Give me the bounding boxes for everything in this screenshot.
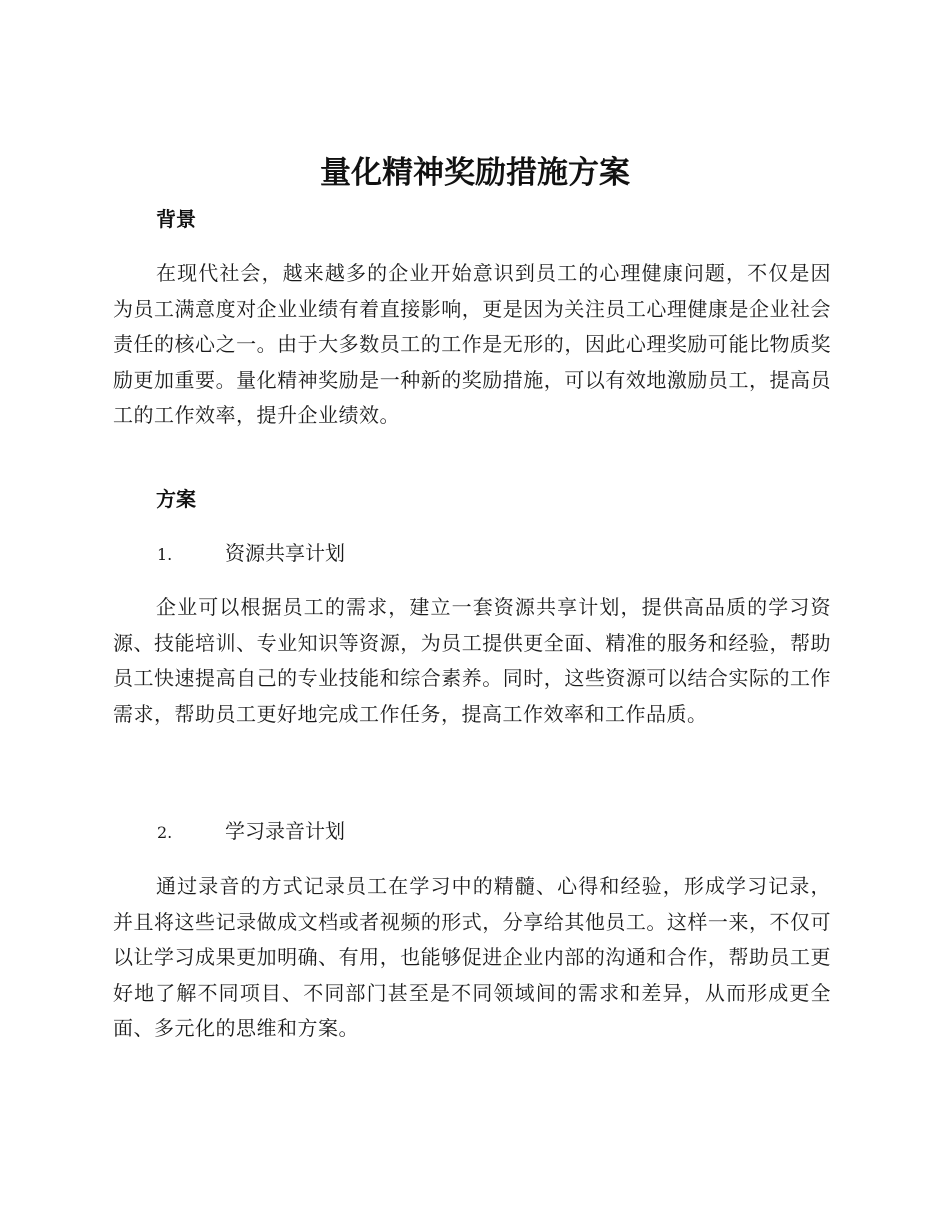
plan-item-2-title: 学习录音计划 xyxy=(225,819,345,843)
section-heading-plan: 方案 xyxy=(156,487,196,511)
document-title: 量化精神奖励措施方案 xyxy=(320,155,630,191)
plan-item-1-number: 1. xyxy=(157,545,173,564)
plan-item-2-number: 2. xyxy=(157,823,173,842)
plan-item-1-header xyxy=(157,538,345,570)
plan-item-1-title: 资源共享计划 xyxy=(225,541,345,565)
plan-item-2-paragraph: 通过录音的方式记录员工在学习中的精髓、心得和经验，形成学习记录，并且将这些记录做成文档或者视频的形式，分享给其他员工。这样一来，不仅可以让学习成果更加明确、有用，也能够促进企业内部的沟通和合作，帮助员工更好地了解不同项目、不同部门甚至是不同领域间的需求和差异，从而形成更全面、多元化的思维和方案。 xyxy=(113,874,831,1040)
plan-item-1-paragraph: 企业可以根据员工的需求，建立一套资源共享计划，提供高品质的学习资源、技能培训、专业知识等资源，为员工提供更全面、精准的服务和经验，帮助员工快速提高自己的专业技能和综合素养。同时，这些资源可以结合实际的工作需求，帮助员工更好地完成工作任务，提高工作效率和工作品质。 xyxy=(113,595,831,726)
background-paragraph: 在现代社会，越来越多的企业开始意识到员工的心理健康问题，不仅是因为员工满意度对企业业绩有着直接影响，更是因为关注员工心理健康是企业社会责任的核心之一。由于大多数员工的工作是无形的，因此心理奖励可能比物质奖励更加重要。量化精神奖励是一种新的奖励措施，可以有效地激励员工，提高员工的工作效率，提升企业绩效。 xyxy=(113,261,831,427)
section-heading-background: 背景 xyxy=(156,207,196,231)
plan-item-2-header xyxy=(157,816,345,848)
